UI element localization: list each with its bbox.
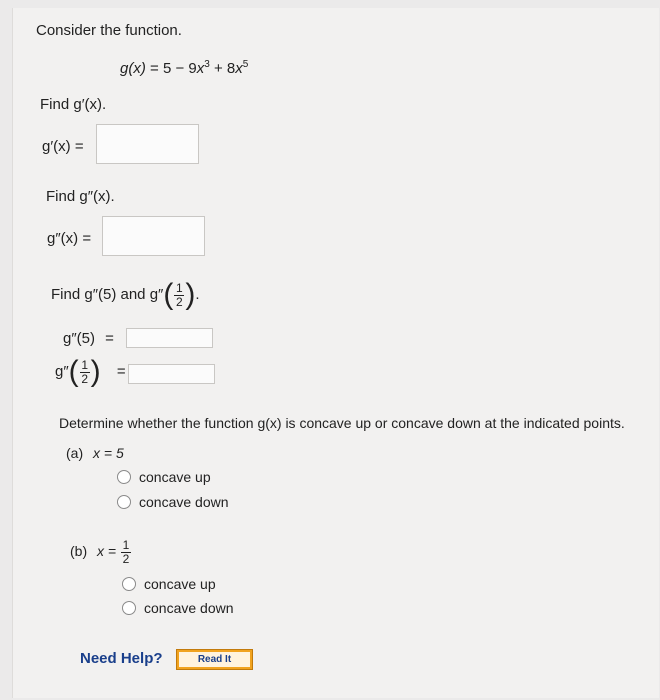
part3-row1-label-row bbox=[63, 330, 114, 347]
function-exp2: 5 bbox=[242, 59, 249, 70]
radio-circle[interactable] bbox=[117, 495, 131, 509]
part3-row1-eq: = bbox=[105, 330, 114, 347]
read-it-button[interactable] bbox=[176, 649, 253, 670]
function-const: 5 bbox=[162, 60, 172, 77]
part3-row2-answer-input[interactable] bbox=[128, 364, 215, 384]
function-coef2: 8 bbox=[226, 60, 236, 77]
part3-row2-fraction bbox=[80, 359, 90, 386]
function-op2: + bbox=[213, 60, 223, 77]
part2-label: g″(x) bbox=[47, 230, 79, 247]
part3-row1-answer-input[interactable] bbox=[126, 328, 213, 348]
intro-text: Consider the function. bbox=[36, 22, 182, 39]
part4b-label: (b) bbox=[70, 543, 88, 559]
part2-eq: = bbox=[82, 230, 92, 247]
fraction-numerator: 1 bbox=[176, 280, 183, 295]
function-expression bbox=[120, 59, 248, 77]
part3-prompt-text: Find g″(5) and g″ bbox=[51, 286, 164, 303]
option-label: concave down bbox=[139, 494, 229, 510]
fraction-numerator: 1 bbox=[122, 537, 130, 552]
right-paren: ) bbox=[90, 355, 101, 389]
part1-answer-input[interactable] bbox=[96, 124, 199, 164]
part4a-label: (a) bbox=[66, 445, 84, 461]
part4b-option-down[interactable] bbox=[122, 600, 234, 616]
function-eq: = bbox=[150, 60, 159, 77]
part3-row2-label: g″ bbox=[55, 363, 69, 380]
part3-row1-label: g″(5) bbox=[63, 330, 95, 347]
function-exp1: 3 bbox=[204, 59, 210, 70]
fraction-numerator: 1 bbox=[81, 357, 88, 372]
part3-prompt-fraction bbox=[174, 282, 184, 309]
option-label: concave up bbox=[144, 576, 216, 592]
part3-prompt-period: . bbox=[195, 286, 200, 303]
right-paren: ) bbox=[185, 278, 196, 312]
left-paren: ( bbox=[68, 355, 79, 389]
part3-row2-eq: = bbox=[116, 363, 126, 380]
part4-prompt: Determine whether the function g(x) is concave up or concave down at the indicated points. bbox=[59, 415, 625, 431]
function-op1: − bbox=[175, 60, 185, 77]
part4a-expression: x = 5 bbox=[93, 445, 124, 461]
part1-label: g′(x) bbox=[42, 138, 71, 155]
read-it-label: Read It bbox=[179, 652, 250, 667]
fraction-denominator: 2 bbox=[122, 551, 130, 566]
radio-circle[interactable] bbox=[122, 601, 136, 615]
need-help-label: Need Help? bbox=[80, 650, 163, 667]
part2-prompt: Find g″(x). bbox=[46, 188, 115, 205]
function-var1: x bbox=[196, 60, 205, 77]
part2-label-row bbox=[47, 230, 91, 247]
part1-eq: = bbox=[74, 138, 84, 155]
fraction-denominator: 2 bbox=[176, 294, 183, 309]
part1-prompt: Find g′(x). bbox=[40, 96, 107, 113]
left-paren: ( bbox=[163, 278, 174, 312]
part4a-row bbox=[66, 445, 124, 461]
part4b-fraction bbox=[121, 539, 131, 566]
radio-circle[interactable] bbox=[117, 470, 131, 484]
function-coef1: 9 bbox=[188, 60, 197, 77]
part4b-option-up[interactable] bbox=[122, 576, 216, 592]
fraction-denominator: 2 bbox=[81, 371, 88, 386]
part3-prompt bbox=[51, 280, 200, 310]
part4b-row bbox=[70, 536, 132, 566]
part2-answer-input[interactable] bbox=[102, 216, 205, 256]
option-label: concave up bbox=[139, 469, 211, 485]
part4b-expression: x = bbox=[97, 543, 117, 559]
function-var2: x bbox=[235, 60, 243, 77]
question-panel bbox=[12, 8, 659, 698]
part1-label-row bbox=[42, 138, 84, 155]
function-lhs: g(x) bbox=[120, 60, 146, 77]
part4a-option-up[interactable] bbox=[117, 469, 211, 485]
option-label: concave down bbox=[144, 600, 234, 616]
radio-circle[interactable] bbox=[122, 577, 136, 591]
part4a-option-down[interactable] bbox=[117, 494, 229, 510]
part3-row2-label-row bbox=[55, 357, 126, 387]
